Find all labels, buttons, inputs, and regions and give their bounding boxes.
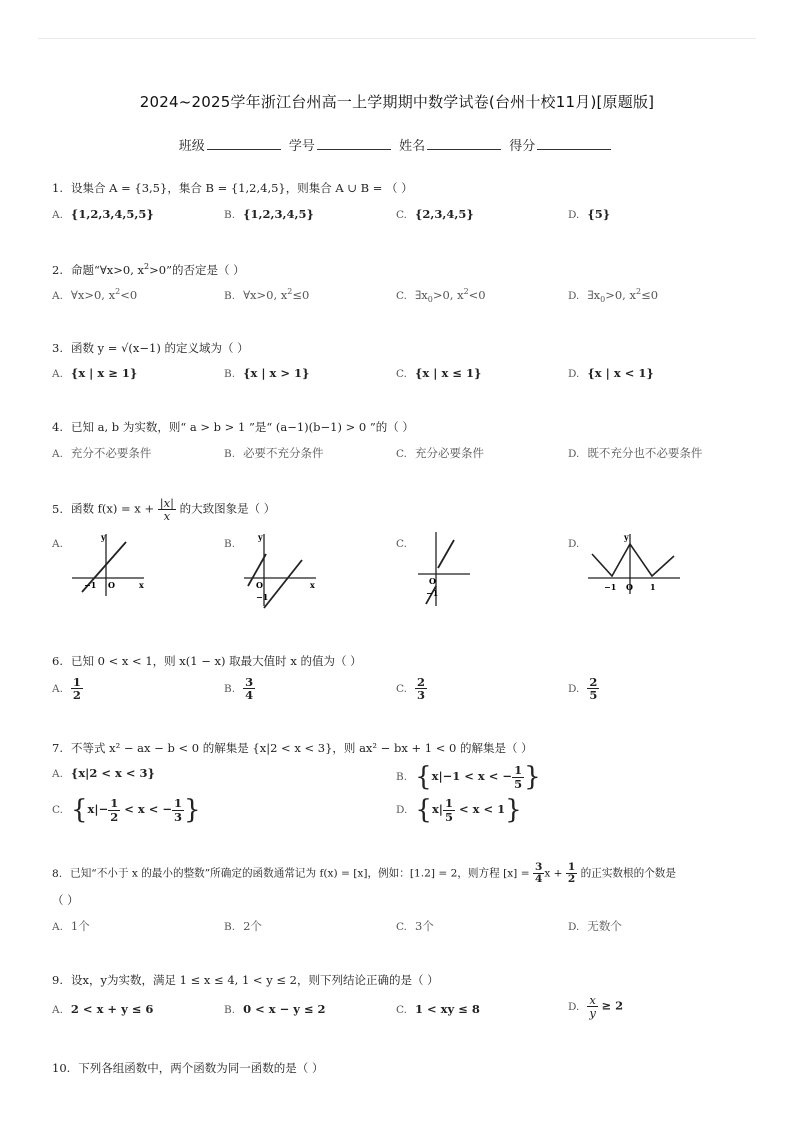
option-b[interactable]: B. 0 < x − y ≤ 2: [224, 1002, 326, 1016]
svg-text:O: O: [429, 576, 436, 586]
id-label: 学号: [288, 139, 315, 154]
question-8-paren: （ ）: [52, 893, 79, 907]
question-6: 6. 已知 0 < x < 1，则 x(1 − x) 取最大值时 x 的值为（ ）: [52, 654, 362, 668]
graph-option-c: [414, 530, 474, 610]
graph-option-a: [68, 530, 148, 600]
score-label: 得分: [509, 139, 536, 154]
svg-text:y: y: [101, 532, 106, 542]
option-d[interactable]: D. 既不充分也不必要条件: [568, 446, 703, 460]
question-number: 1.: [52, 181, 63, 195]
option-b[interactable]: B. 2个: [224, 919, 262, 933]
question-3: 3. 函数 y = √(x−1) 的定义域为（ ）: [52, 341, 249, 355]
svg-text:y: y: [624, 532, 629, 542]
fraction: $\frac{|x|}{x}$: [159, 496, 174, 524]
option-d[interactable]: D. 无数个: [568, 919, 622, 933]
graph-option-d: [584, 530, 684, 600]
option-c[interactable]: C. {x|− $\frac{1}{2}$ < x < − $\frac{1}{3}$ }: [52, 795, 201, 825]
option-c[interactable]: C. $\exists x_0>0$, $x^2<0$: [396, 287, 486, 305]
option-b[interactable]: B. ∀x>0, $x^2\le 0$: [224, 287, 310, 302]
option-a[interactable]: A. {x | x ≥ 1}: [52, 366, 138, 380]
name-blank[interactable]: [427, 137, 501, 150]
score-blank[interactable]: [537, 137, 611, 150]
option-c[interactable]: C. 充分必要条件: [396, 446, 484, 460]
svg-text:x: x: [310, 580, 315, 590]
option-c[interactable]: C. 1 < xy ≤ 8: [396, 1002, 480, 1016]
svg-text:O: O: [256, 580, 263, 590]
question-text: 设集合 A = {3,5}，集合 B = {1,2,4,5}，则集合 A ∪ B = （ ）: [70, 181, 413, 195]
svg-text:−1: −1: [426, 588, 439, 598]
option-a[interactable]: A. ∀x>0, $x^2<0$: [52, 287, 138, 302]
question-5: 5. 函数 f(x) = x + $\frac{|x|}{x}$ 的大致图象是（ ）: [52, 496, 276, 524]
class-label: 班级: [178, 139, 205, 154]
page-title: 2024~2025学年浙江台州高一上学期期中数学试卷(台州十校11月)[原题版]: [139, 93, 655, 111]
question-1: [52, 180, 413, 196]
header-rule: [38, 38, 756, 39]
svg-text:y: y: [258, 532, 263, 542]
option-d[interactable]: D. {x | x < 1}: [568, 366, 654, 380]
option-a[interactable]: A. 2 < x + y ≤ 6: [52, 1002, 154, 1016]
option-a[interactable]: A. {1,2,3,4,5,5}: [52, 207, 154, 221]
option-b[interactable]: B. $\frac{3}{4}$: [224, 675, 254, 703]
question-10: 10. 下列各组函数中，两个函数为同一函数的是（ ）: [52, 1061, 324, 1075]
svg-text:−1: −1: [256, 592, 269, 602]
option-a[interactable]: A. 充分不必要条件: [52, 446, 152, 460]
option-b[interactable]: B. {x|−1 < x < − $\frac{1}{5}$ }: [396, 762, 541, 792]
option-a[interactable]: A.: [52, 538, 63, 550]
option-c[interactable]: C. $\frac{2}{3}$: [396, 675, 426, 703]
option-c[interactable]: C. {2,3,4,5}: [396, 207, 474, 221]
question-7: 7. 不等式 x² − ax − b < 0 的解集是 {x|2 < x < 3}，则 ax² − bx + 1 < 0 的解集是（ ）: [52, 741, 533, 755]
svg-text:x: x: [139, 580, 144, 590]
svg-text:−1: −1: [84, 580, 97, 590]
option-c[interactable]: C. 3个: [396, 919, 434, 933]
option-a[interactable]: A. 1个: [52, 919, 90, 933]
id-blank[interactable]: [317, 137, 391, 150]
option-c[interactable]: C.: [396, 538, 407, 550]
option-d[interactable]: D. $\frac{x}{y}$ ≥ 2: [568, 993, 624, 1021]
option-c[interactable]: C. {x | x ≤ 1}: [396, 366, 482, 380]
option-a[interactable]: A. $\frac{1}{2}$: [52, 675, 81, 703]
question-9: 9. 设x，y为实数，满足 1 ≤ x ≤ 4, 1 < y ≤ 2，则下列结论正确的是（ ）: [52, 973, 439, 987]
graph-option-b: [240, 530, 320, 610]
option-d[interactable]: D.: [568, 538, 580, 550]
option-b[interactable]: B. {1,2,3,4,5}: [224, 207, 314, 221]
svg-text:O: O: [626, 582, 633, 592]
option-b[interactable]: B.: [224, 538, 236, 550]
option-d[interactable]: D. {5}: [568, 207, 611, 221]
option-d[interactable]: D. $\frac{2}{5}$: [568, 675, 598, 703]
svg-text:−1: −1: [604, 582, 617, 592]
option-d[interactable]: D. {x| $\frac{1}{5}$ < x < 1}: [396, 795, 522, 825]
svg-text:1: 1: [650, 582, 656, 592]
question-8: 8. 已知“不小于 x 的最小的整数”所确定的函数通常记为 f(x) = [x]，例如：[1.2] = 2，则方程 [x] = $\frac{3}{4}$ x + $\frac{1}{2}$ 的正实数根的个数是: [52, 861, 676, 886]
option-b[interactable]: B. {x | x > 1}: [224, 366, 310, 380]
student-info-line: [0, 135, 794, 154]
option-d[interactable]: D. $\exists x_0>0$, $x^2\le 0$: [568, 287, 659, 305]
question-2: 2. 命题“∀x>0, $x^2>0$”的否定是（ ）: [52, 262, 245, 277]
question-4: 4. 已知 a, b 为实数，则“ a > b > 1 ”是“ (a−1)(b−1) > 0 ”的（ ）: [52, 420, 414, 434]
option-a[interactable]: A. {x|2 < x < 3}: [52, 766, 155, 780]
name-label: 姓名: [399, 139, 426, 154]
option-b[interactable]: B. 必要不充分条件: [224, 446, 324, 460]
class-blank[interactable]: [207, 137, 281, 150]
svg-text:O: O: [108, 580, 115, 590]
